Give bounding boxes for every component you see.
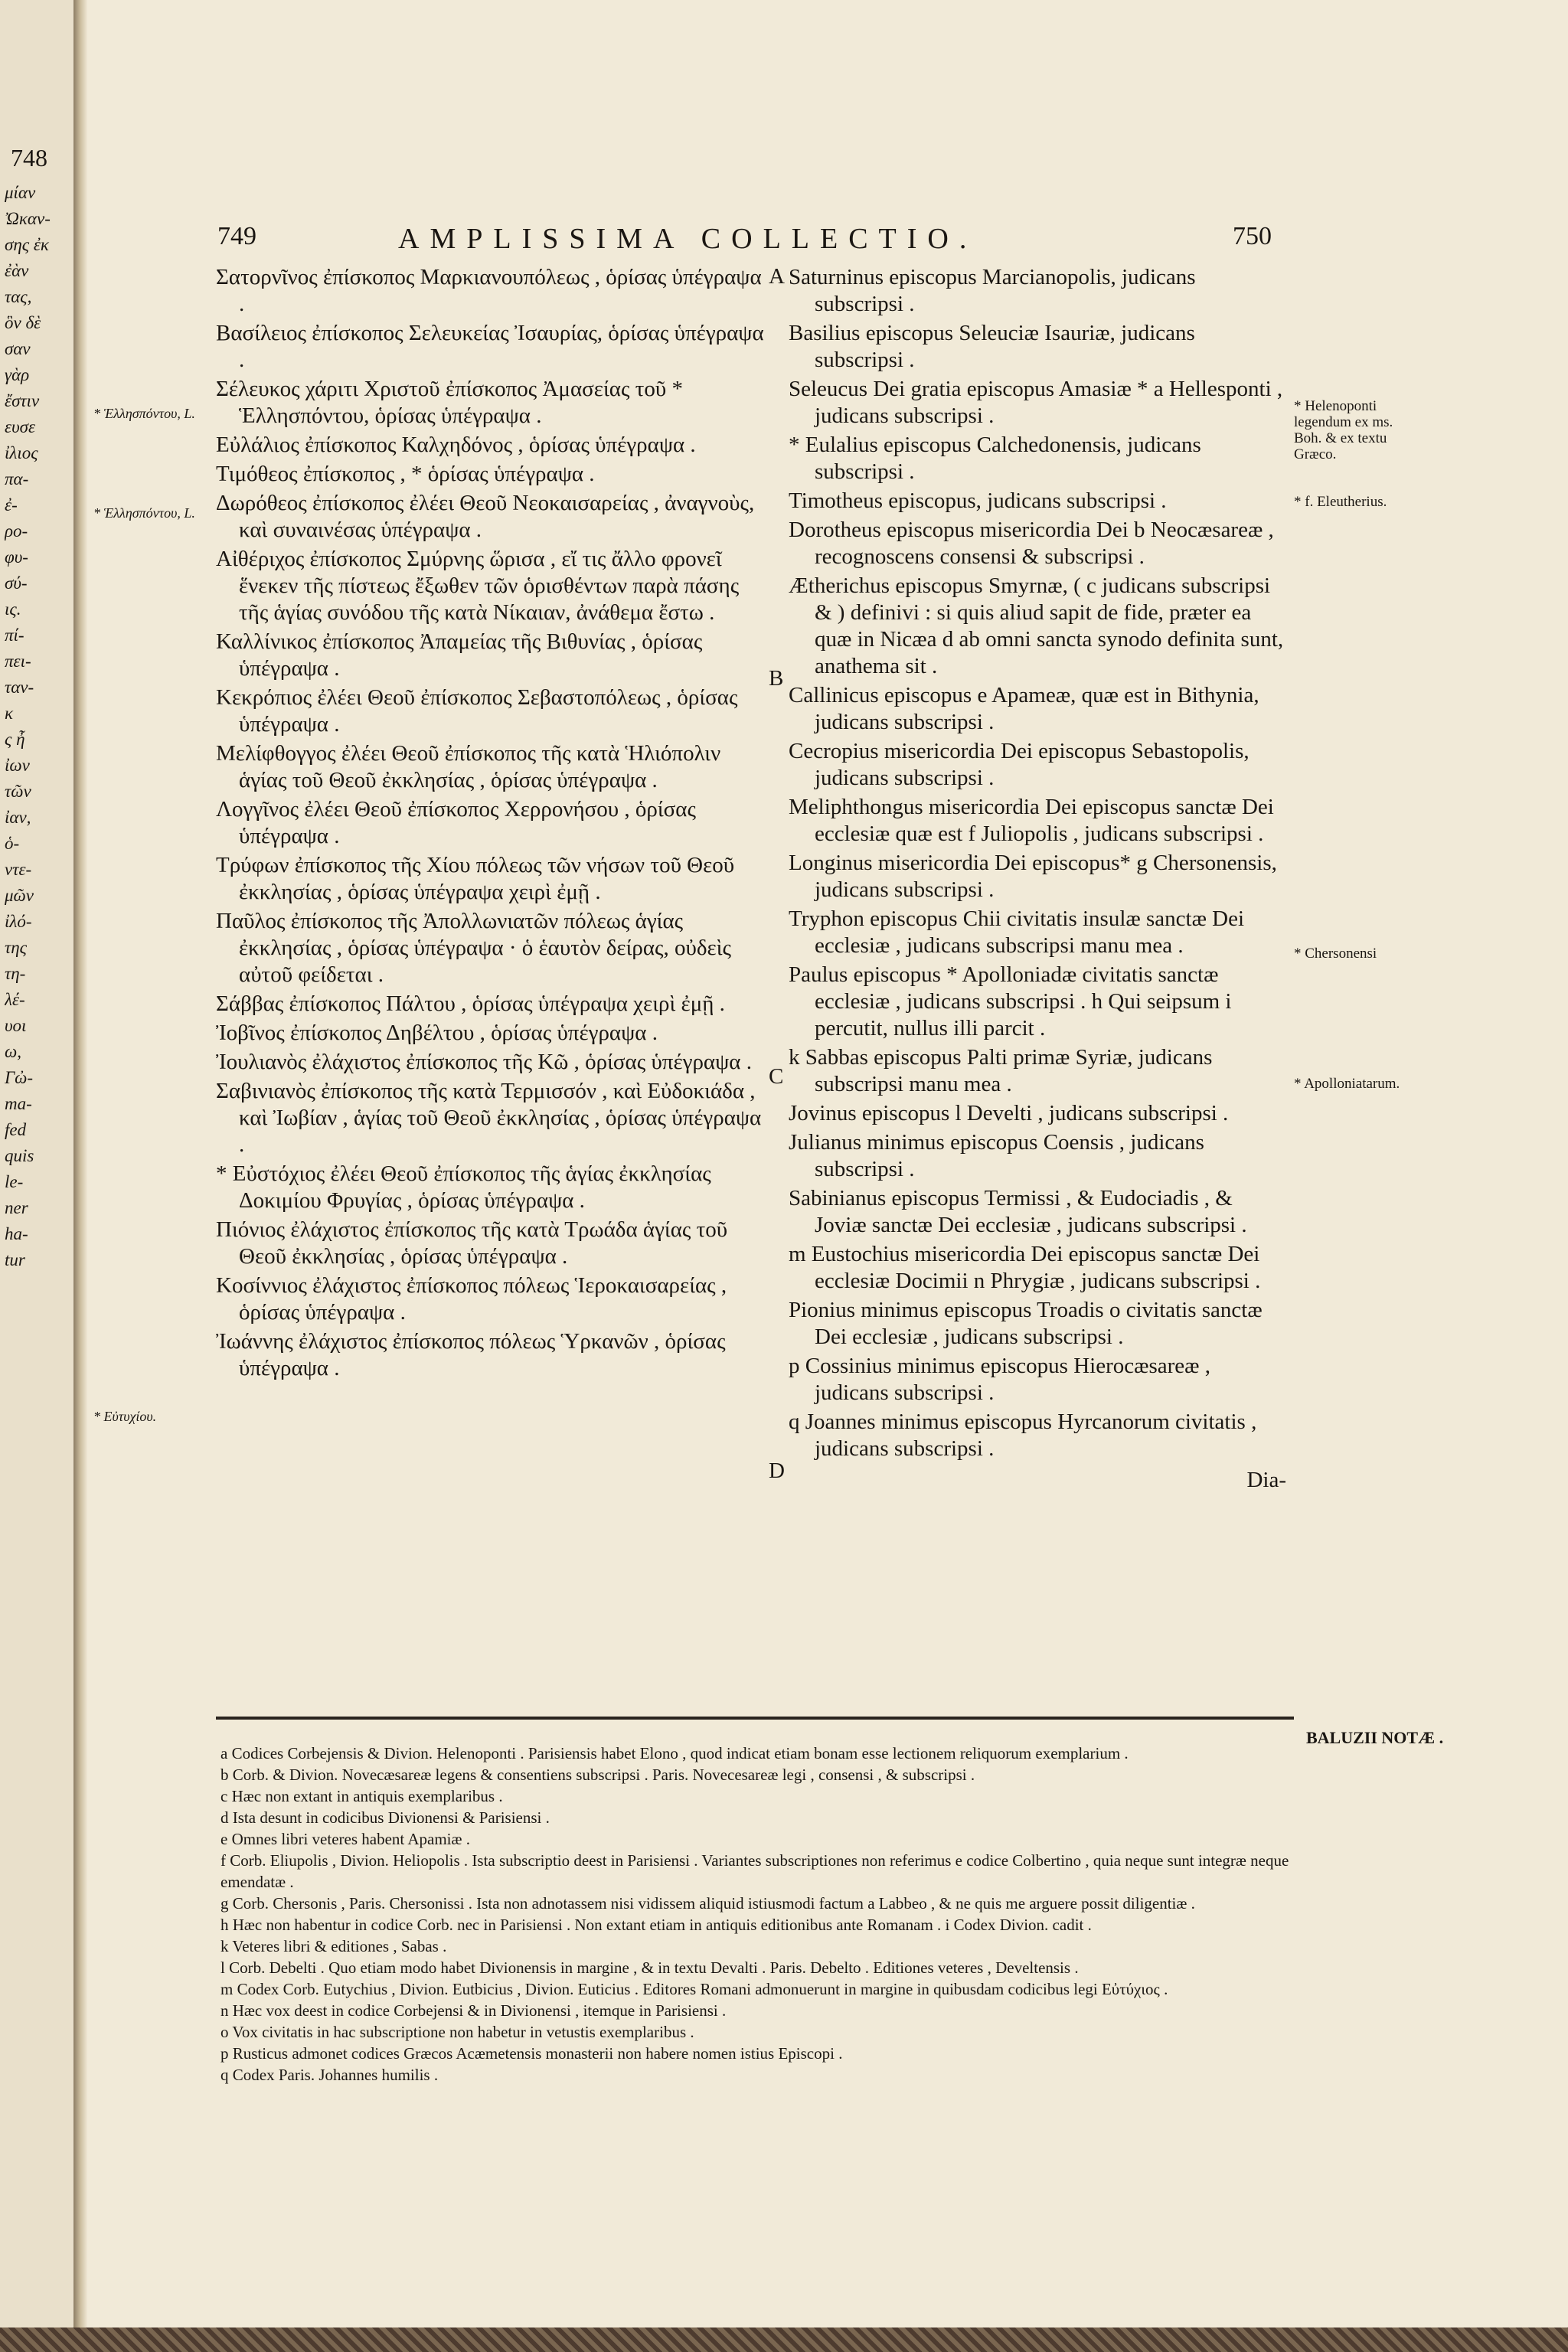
left-page-fragment: γὰρ [5,366,30,384]
latin-subscription: Pionius minimus episcopus Troadis o civitatis sanctæ Dei ecclesiæ , judicans subscripsi . [789,1298,1263,1349]
left-page-fragment: σης ἐκ [5,236,49,254]
greek-subscription: Τιμόθεος ἐπίσκοπος , * ὁρίσας ὑπέγραψα . [216,462,595,486]
footnote: h Hæc non habentur in codice Corb. nec in Parisiensi . Non extant etiam in antiquis editionibus ante Romanam . i Codex Divion. cadit . [220,1916,1092,1934]
greek-subscription: Καλλίνικος ἐπίσκοπος Ἀπαμείας τῆς Βιθυνίας , ὁρίσας ὑπέγραψα . [216,629,703,681]
greek-subscription: Ἰωάννης ἐλάχιστος ἐπίσκοπος πόλεως Ὑρκανῶν , ὁρίσας ὑπέγραψα . [216,1329,726,1380]
latin-subscription: Basilius episcopus Seleuciæ Isauriæ, judicans subscripsi . [789,321,1195,372]
left-page-fragment: ner [5,1199,28,1217]
latin-subscription: Paulus episcopus * Apolloniadæ civitatis sanctæ ecclesiæ , judicans subscripsi . h Qui seipsum i percutit, nullus illi parcit . [789,962,1232,1040]
left-page-fragment: ἐὰν [5,262,29,280]
greek-subscription: Δωρόθεος ἐπίσκοπος ἐλέει Θεοῦ Νεοκαισαρείας , ἀναγνοὺς, καὶ συναινέσας ὑπέγραψα . [216,491,755,542]
book-gutter [74,0,87,2352]
greek-column [216,264,770,1384]
greek-subscription: Σατορνῖνος ἐπίσκοπος Μαρκιανουπόλεως , ὁρίσας ὑπέγραψα . [216,265,762,316]
latin-subscription: Saturninus episcopus Marcianopolis, judicans subscripsi . [789,265,1196,316]
greek-subscription: Σαβινιανὸς ἐπίσκοπος τῆς κατὰ Τερμισσόν , καὶ Εὐδοκιάδα , καὶ Ἰωβίαν , ἁγίας τοῦ Θεοῦ ἐκκλησίας , ὁρίσας ὑπέγραψα . [216,1079,762,1157]
latin-subscription: Seleucus Dei gratia episcopus Amasiæ * a Hellesponti , judicans subscripsi . [789,377,1283,428]
left-page-fragment: ἐ- [5,496,18,514]
latin-subscription: Cecropius misericordia Dei episcopus Sebastopolis, judicans subscripsi . [789,739,1250,790]
latin-subscription: * Eulalius episcopus Calchedonensis, judicans subscripsi . [789,433,1201,484]
left-page-fragment: le- [5,1173,24,1191]
latin-subscription: Jovinus episcopus l Develti , judicans subscripsi . [789,1101,1229,1125]
left-page-fragment: ευσε [5,418,36,436]
left-page-fragments [5,184,72,1277]
greek-subscription: Πιόνιος ἐλάχιστος ἐπίσκοπος τῆς κατὰ Τρωάδα ἁγίας τοῦ Θεοῦ ἐκκλησίας , ὁρίσας ὑπέγραψα . [216,1217,728,1269]
left-page-fragment: τη- [5,965,26,983]
page-number-right: 750 [1233,222,1272,250]
left-page-fragment: κ [5,704,14,723]
footnote: b Corb. & Divion. Novecæsareæ legens & consentiens subscripsi . Paris. Novecesareæ legi , consensi , & subscripsi . [220,1766,975,1784]
left-marginal-note: * Ἑλλησπόντου, L. [93,406,195,421]
right-marginal-note: * Helenoponti legendum ex ms. Boh. & ex textu Græco. [1294,398,1393,462]
margin-letter-d: D [769,1459,785,1483]
greek-subscription: Αἰθέριχος ἐπίσκοπος Σμύρνης ὥρισα , εἴ τις ἄλλο φρονεῖ ἕνεκεν τῆς πίστεως ἔξωθεν τῶν ὁρισθέντων παρὰ πάσης τῆς ἁγίας συνόδου τῆς κατὰ Νίκαιαν, ἀνάθεμα ἔστω . [216,547,740,625]
footnote: g Corb. Chersonis , Paris. Chersonissi . Ista non adnotassem nisi vidissem aliquid istiusmodi factum a Labbeo , & ne quis me arguere possit diligentiæ . [220,1894,1195,1913]
latin-subscription: q Joannes minimus episcopus Hyrcanorum civitatis , judicans subscripsi . [789,1410,1257,1461]
latin-column [789,264,1286,1496]
latin-subscription: Ætherichus episcopus Smyrnæ, ( c judicans subscripsi & ) definivi : si quis aliud sapit de fide, præter ea quæ in Nicæa d ab omni sancta synodo definita sunt, anathema sit . [789,573,1284,678]
footnotes [220,1743,1292,2086]
left-page-fragment: ρο- [5,522,28,541]
left-page-fragment: ἰων [5,756,30,775]
left-page-fragment: ὃν δὲ [5,314,41,332]
left-page-fragment: ἰαν, [5,808,31,827]
right-marginal-note: * Apolloniatarum. [1294,1076,1400,1092]
left-page-edge [0,0,74,2352]
greek-subscription: Ἰουλιανὸς ἐλάχιστος ἐπίσκοπος τῆς Κῶ , ὁρίσας ὑπέγραψα . [216,1050,752,1074]
latin-subscription: Timotheus episcopus, judicans subscripsi . [789,488,1167,513]
left-page-fragment: quis [5,1147,34,1165]
footnote: c Hæc non extant in antiquis exemplaribus . [220,1787,503,1805]
left-page-fragment: ὁ- [5,835,20,853]
greek-subscription: Λογγῖνος ἐλέει Θεοῦ ἐπίσκοπος Χερρονήσου , ὁρίσας ὑπέγραψα . [216,797,696,848]
left-page-fragment: ἰλό- [5,913,32,931]
footnote-rule [216,1717,1294,1720]
left-page-fragment: πί- [5,626,24,645]
left-page-fragment: ντε- [5,861,32,879]
left-page-fragment: λέ- [5,991,25,1009]
page-number-left: 749 [217,222,256,250]
left-page-fragment: υοι [5,1017,27,1035]
latin-subscription: k Sabbas episcopus Palti primæ Syriæ, judicans subscripsi manu mea . [789,1045,1213,1096]
left-page-fragment: σαν [5,340,31,358]
footnote: o Vox civitatis in hac subscriptione non habetur in vetustis exemplaribus . [220,2023,694,2041]
greek-subscription: Μελίφθογγος ἐλέει Θεοῦ ἐπίσκοπος τῆς κατὰ Ἡλιόπολιν ἁγίας τοῦ Θεοῦ ἐκκλησίας , ὁρίσας ὑπέγραψα . [216,741,721,792]
left-page-fragment: ha- [5,1225,28,1243]
greek-subscription: Εὐλάλιος ἐπίσκοπος Καλχηδόνος , ὁρίσας ὑπέγραψα . [216,433,696,457]
latin-subscription: Callinicus episcopus e Apameæ, quæ est in Bithynia, judicans subscripsi . [789,683,1259,734]
right-marginal-note: * f. Eleutherius. [1294,494,1387,510]
left-page-fragment: ω, [5,1043,21,1061]
greek-subscription: Βασίλειος ἐπίσκοπος Σελευκείας Ἰσαυρίας, ὁρίσας ὑπέγραψα . [216,321,764,372]
left-page-fragment: Γὠ- [5,1069,33,1087]
left-page-fragment: ταν- [5,678,34,697]
left-page-fragment: μῶν [5,887,34,905]
left-marginal-note: * Εὐτυχίου. [93,1409,157,1424]
latin-subscription: Sabinianus episcopus Termissi , & Eudociadis , & Joviæ sanctæ Dei ecclesiæ , judicans subscripsi . [789,1186,1247,1237]
left-page-fragment: τας, [5,288,32,306]
latin-subscription: p Cossinius minimus episcopus Hierocæsareæ , judicans subscripsi . [789,1354,1210,1405]
margin-letter-a: A [769,264,785,289]
greek-subscription: Ἰοβῖνος ἐπίσκοπος Δηβέλτου , ὁρίσας ὑπέγραψα . [216,1021,658,1045]
footnote: l Corb. Debelti . Quo etiam modo habet Divionensis in margine , & in textu Devalti . Paris. Debelto . Editiones veteres , Develtensis . [220,1958,1079,1977]
latin-subscription: m Eustochius misericordia Dei episcopus sanctæ Dei ecclesiæ Docimii n Phrygiæ , judicans subscripsi . [789,1242,1261,1293]
footnote: a Codices Corbejensis & Divion. Helenoponti . Parisiensis habet Elono , quod indicat etiam bonam esse lectionem reliquorum exemplarium . [220,1744,1129,1762]
greek-subscription: Κεκρόπιος ἐλέει Θεοῦ ἐπίσκοπος Σεβαστοπόλεως , ὁρίσας ὑπέγραψα . [216,685,738,737]
left-page-fragment: πα- [5,470,29,488]
catchword: Dia- [1246,1468,1286,1492]
footnote: n Hæc vox deest in codice Corbejensi & in Divionensi , itemque in Parisiensi . [220,2001,727,2020]
margin-letter-b: B [769,666,784,691]
bottom-edge [0,2328,1568,2352]
left-page-number: 748 [11,144,47,172]
left-page-fragment: ς ἦ [5,730,25,749]
greek-subscription: Τρύφων ἐπίσκοπος τῆς Χίου πόλεως τῶν νήσων τοῦ Θεοῦ ἐκκλησίας , ὁρίσας ὑπέγραψα χειρὶ ἐμῇ . [216,853,735,904]
footnote: f Corb. Eliupolis , Divion. Heliopolis . Ista subscriptio deest in Parisiensi . Variantes subscriptiones non referimus e codice Colbertino , quia neque sunt integræ neque emendatæ . [220,1851,1289,1891]
margin-letter-c: C [769,1064,784,1089]
left-page-fragment: της [5,939,27,957]
left-page-fragment: ma- [5,1095,32,1113]
right-marginal-note: * Chersonensi [1294,946,1377,962]
footnote: p Rusticus admonet codices Græcos Acæmetensis monasterii non habere nomen istius Episcopi . [220,2044,843,2063]
greek-subscription: * Εὐστόχιος ἐλέει Θεοῦ ἐπίσκοπος τῆς ἁγίας ἐκκλησίας Δοκιμίου Φρυγίας , ὁρίσας ὑπέγραψα . [216,1161,711,1213]
running-title: AMPLISSIMA COLLECTIO. [398,223,978,255]
left-page-fragment: τῶν [5,782,31,801]
latin-subscription: Tryphon episcopus Chii civitatis insulæ sanctæ Dei ecclesiæ , judicans subscripsi manu mea . [789,906,1245,958]
left-page-fragment: tur [5,1251,25,1269]
notes-label: BALUZII NOTÆ . [1306,1728,1444,1747]
footnote: e Omnes libri veteres habent Apamiæ . [220,1830,471,1848]
left-page-fragment: fed [5,1121,27,1139]
greek-subscription: Σέλευκος χάριτι Χριστοῦ ἐπίσκοπος Ἀμασείας τοῦ * Ἑλλησπόντου, ὁρίσας ὑπέγραψα . [216,377,683,428]
left-page-fragment: ις. [5,600,21,619]
left-page-fragment: Ὠκαν- [5,210,51,228]
greek-subscription: Κοσίννιος ἐλάχιστος ἐπίσκοπος πόλεως Ἱεροκαισαρείας , ὁρίσας ὑπέγραψα . [216,1273,727,1325]
footnote: q Codex Paris. Johannes humilis . [220,2066,439,2084]
latin-subscription: Julianus minimus episcopus Coensis , judicans subscripsi . [789,1130,1204,1181]
greek-subscription: Σάββας ἐπίσκοπος Πάλτου , ὁρίσας ὑπέγραψα χειρὶ ἐμῇ . [216,991,725,1016]
left-page-fragment: σύ- [5,574,28,593]
latin-subscription: Dorotheus episcopus misericordia Dei b Neocæsareæ , recognoscens consensi & subscripsi . [789,518,1274,569]
left-page-fragment: ἰλιος [5,444,38,462]
left-page-fragment: φυ- [5,548,28,567]
latin-subscription: Meliphthongus misericordia Dei episcopus sanctæ Dei ecclesiæ quæ est f Juliopolis , judicans subscripsi . [789,795,1274,846]
latin-subscription: Longinus misericordia Dei episcopus* g Chersonensis, judicans subscripsi . [789,851,1277,902]
left-page-fragment: ἔστιν [5,392,40,410]
footnote: k Veteres libri & editiones , Sabas . [220,1937,447,1955]
left-page-fragment: μίαν [5,184,36,202]
left-marginal-note: * Ἑλλησπόντου, L. [93,505,195,521]
footnote: m Codex Corb. Eutychius , Divion. Eutbicius , Divion. Euticius . Editores Romani admonuerunt in margine in quibusdam codicibus legi Εὐτύχιος . [220,1980,1168,1998]
footnote: d Ista desunt in codicibus Divionensi & Parisiensi . [220,1808,550,1827]
greek-subscription: Παῦλος ἐπίσκοπος τῆς Ἀπολλωνιατῶν πόλεως ἁγίας ἐκκλησίας , ὁρίσας ὑπέγραψα · ὁ ἑαυτὸν δείρας, οὐδεὶς αὐτοῦ φείδεται . [216,909,732,987]
left-page-fragment: πει- [5,652,31,671]
